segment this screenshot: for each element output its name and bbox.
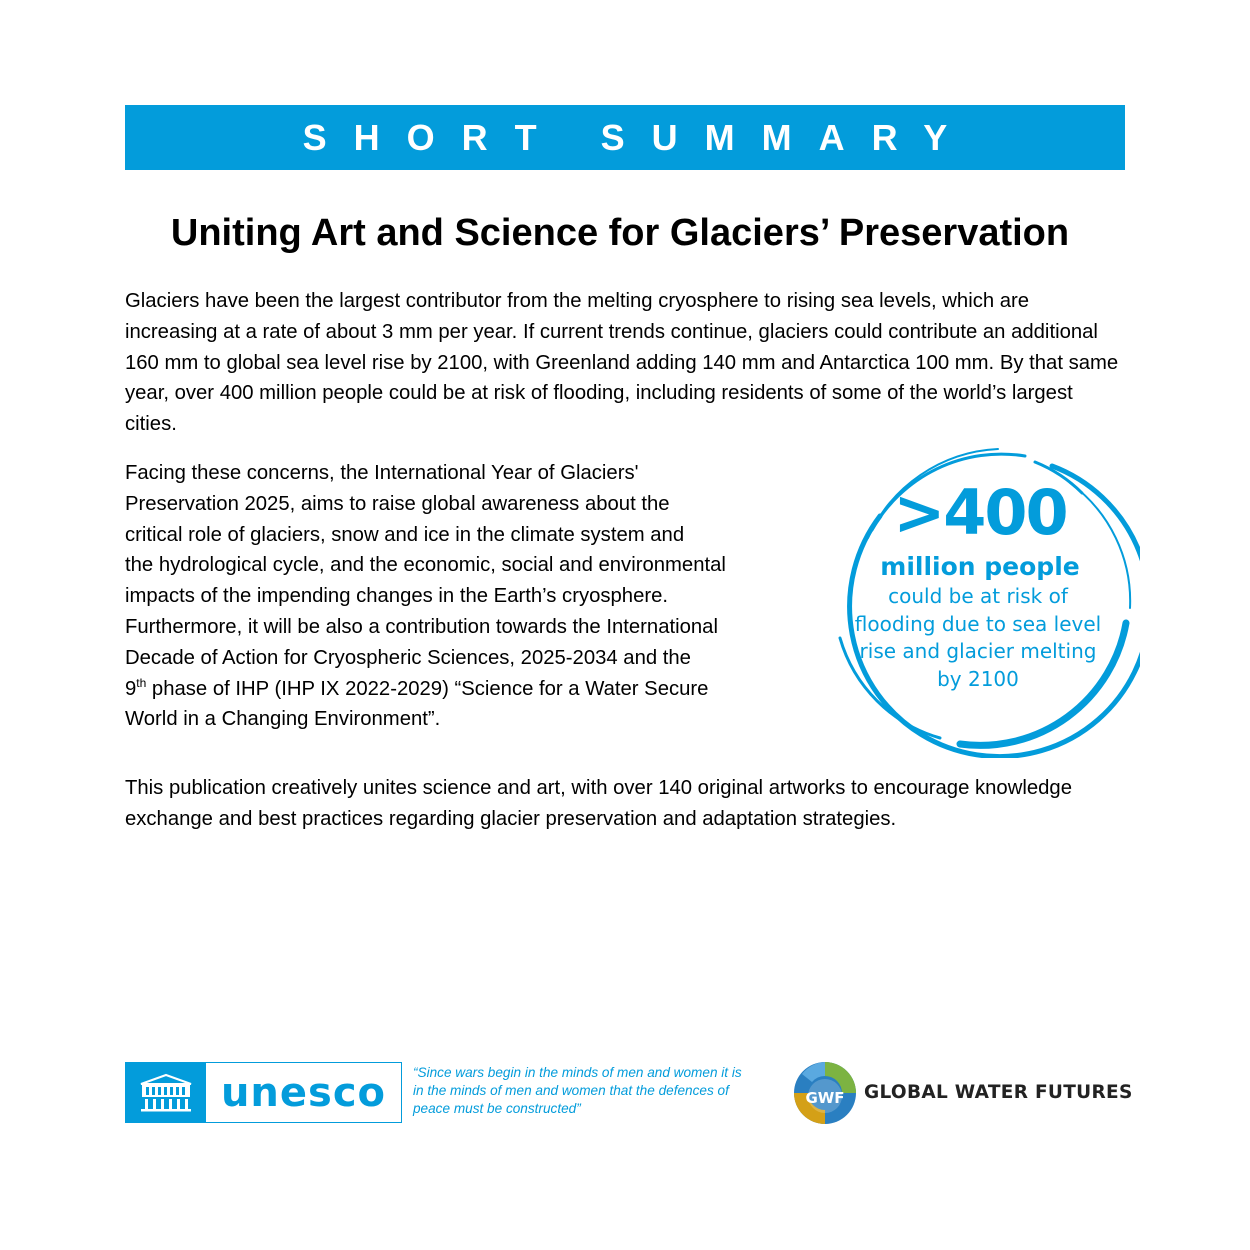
context-line: Decade of Action for Cryospheric Sciences, 2025-2034 and the — [125, 646, 691, 669]
gwf-globe-icon — [792, 1060, 858, 1126]
phase-ordinal: th — [136, 675, 147, 690]
context-line: Preservation 2025, aims to raise global awareness about the — [125, 492, 670, 515]
unesco-logo — [125, 1062, 402, 1123]
phase-number: 9 — [125, 677, 137, 700]
intro-paragraph: Glaciers have been the largest contributor from the melting cryosphere to rising sea levels, which are increasing at a rate of about 3 mm per year. If current trends continue, glaciers could contribute an additional 160 mm to global sea level rise by 2100, with Greenland adding 140 mm and Antarctica 100 mm. By that same year, over 400 million people could be at risk of flooding, including residents of some of the world’s largest cities. — [125, 290, 1119, 436]
page-title: Uniting Art and Science for Glaciers’ Preservation — [170, 212, 1070, 254]
banner-label: SHORT SUMMARY — [302, 116, 975, 158]
stat-description: could be at risk of flooding due to sea level rise and glacier melting by 2100 — [854, 584, 1102, 691]
unesco-temple-icon — [126, 1063, 206, 1122]
stat-callout — [820, 438, 1140, 758]
context-line: Furthermore, it will be also a contribution towards the International — [125, 615, 718, 638]
context-line: impacts of the impending changes in the Earth’s cryosphere. — [125, 585, 669, 608]
phase-text: phase of IHP (IHP IX 2022-2029) “Science for a Water Secure — [146, 677, 709, 700]
stat-value: >400 — [893, 476, 1067, 549]
unesco-quote: “Since wars begin in the minds of men and women it is in the minds of men and women that the defences of peace must be constructed” — [413, 1065, 742, 1116]
stat-unit: million people — [880, 552, 1080, 581]
section-banner — [125, 105, 1125, 170]
context-paragraph — [125, 458, 815, 735]
context-line: World in a Changing Environment”. — [125, 708, 441, 731]
closing-paragraph: This publication creatively unites science and art, with over 140 original artworks to encourage knowledge exchange and best practices regarding glacier preservation and adaptation strategies. — [125, 777, 1072, 830]
context-line: critical role of glaciers, snow and ice in the climate system and — [125, 523, 685, 546]
gwf-name: GLOBAL WATER FUTURES — [864, 1082, 1133, 1103]
unesco-wordmark: unesco — [220, 1069, 387, 1116]
gwf-abbrev: GWF — [805, 1089, 845, 1107]
context-line: Facing these concerns, the International Year of Glaciers' — [125, 462, 639, 484]
context-line: the hydrological cycle, and the economic, social and environmental — [125, 554, 726, 577]
